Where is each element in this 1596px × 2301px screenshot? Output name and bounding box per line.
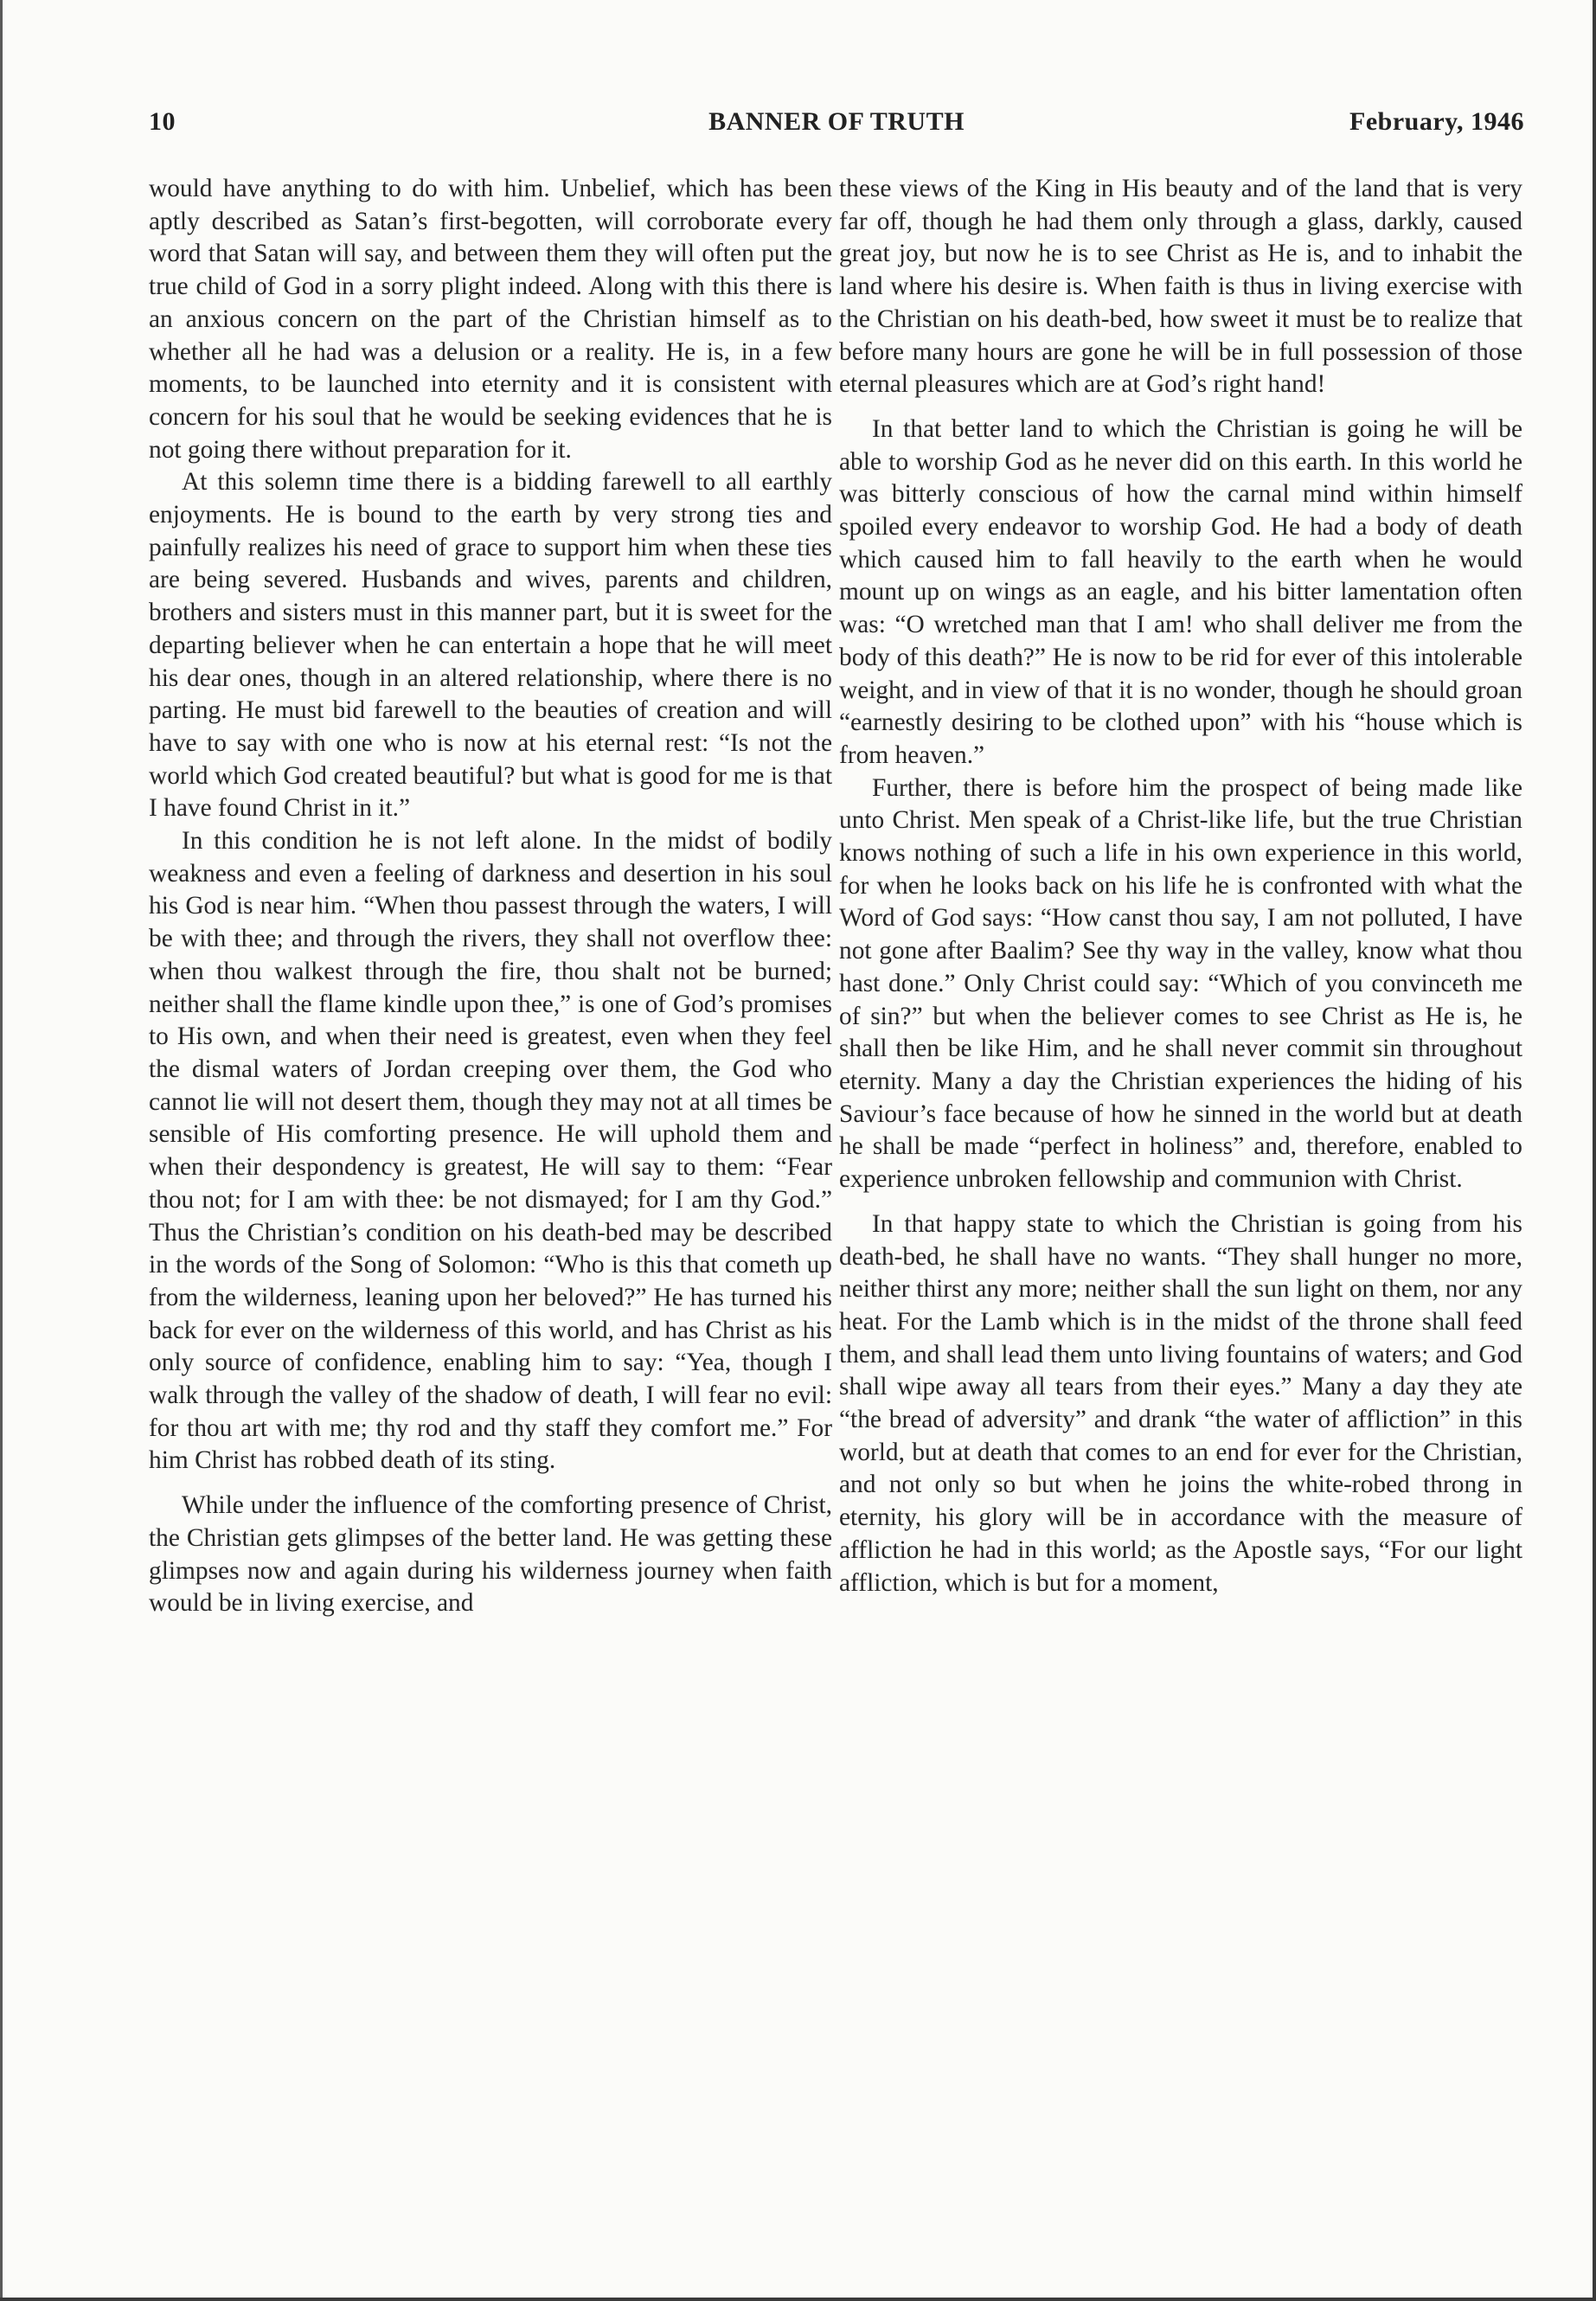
paragraph: would have anything to do with him. Unbelief, which has been aptly described as Satan’s first-begotten, will corroborate every word that Satan will say, and between them they will often put the true child of God in a sorry plight indeed. Along with this there is an anxious concern on the part of the Christian himself as to whether all he had was a delusion or a reality. He is, in a few moments, to be launched into eternity and it is consistent with concern for his soul that he would be seeking evidences that he is not going there without preparation for it. [149,175,832,464]
page-right-edge [1593,0,1596,2301]
left-column [149,173,832,1620]
paragraph: Further, there is before him the prospect of being made like unto Christ. Men speak of a Christ-like life, but the true Christian knows nothing of such a life in his own experience in this world, for when he looks back on his life he is confronted with what the Word of God says: “How canst thou say, I am not polluted, I have not gone after Baalim? See thy way in the valley, know what thou hast done.” Only Christ could say: “Which of you convinceth me of sin?” but when the believer comes to see Christ as He is, he shall then be like Him, and he shall never commit sin throughout eternity. Many a day the Christian experiences the hiding of his Saviour’s face because of how he sinned in the world but at death he shall be made “perfect in holiness” and, therefore, enabled to experience unbroken fellowship and communion with Christ. [839,773,1522,1194]
publication-title: BANNER OF TRUTH [708,107,965,136]
paragraph: In that happy state to which the Christian is going from his death-bed, he shall have no wants. “They shall hunger no more, neither thirst any more; neither shall the sun light on them, nor any heat. For the Lamb which is in the midst of the throne shall feed them, and shall lead them unto living fountains of waters; and God shall wipe away all tears from their eyes.” Many a day they ate “the bread of adversity” and drank “the water of affliction” in this world, but at death that comes to an end for ever for the Christian, and not only so but when he joins the white-robed throng in eternity, his glory will be in accordance with the measure of affliction he had in this world; as the Apostle says, “For our light affliction, which is but for a moment, [839,1209,1522,1597]
page-bottom-edge [0,2298,1596,2301]
running-header [149,107,1524,151]
right-column [839,173,1522,1599]
page-left-edge [0,0,3,2301]
paragraph: these views of the King in His beauty and of the land that is very far off, though he had them only through a glass, darkly, caused great joy, but now he is to see Christ as He is, and to inhabit the land where his desire is. When faith is thus in living exercise with the Christian on his death-bed, how sweet it must be to realize that before many hours are gone he will be in full possession of those eternal pleasures which are at God’s right hand! [839,175,1522,399]
page-number: 10 [149,107,176,136]
paragraph: While under the influence of the comforting presence of Christ, the Christian gets glimpses of the better land. He was getting these glimpses now and again during his wilderness journey when faith would be in living exercise, and [149,1491,832,1618]
paragraph: In this condition he is not left alone. In the midst of bodily weakness and even a feeling of darkness and desertion in his soul his God is near him. “When thou passest through the waters, I will be with thee; and through the rivers, they shall not overflow thee: when thou walkest through the fire, thou shalt not be burned; neither shall the flame kindle upon thee,” is one of God’s promises to His own, and when their need is greatest, even when they feel the dismal waters of Jordan creeping over them, the God who cannot lie will not desert them, though they may not at all times be sensible of His comforting presence. He will uphold them and when their despondency is greatest, He will say to them: “Fear thou not; for I am with thee: be not dismayed; for I am thy God.” Thus the Christian’s condition on his death-bed may be described in the words of the Song of Solomon: “Who is this that cometh up from the wilderness, leaning upon her beloved?” He has turned his back for ever on the wilderness of this world, and has Christ as his only source of confidence, enabling him to say: “Yea, though I walk through the valley of the shadow of death, I will fear no evil: for thou art with me; thy rod and thy staff they comfort me.” For him Christ has robbed death of its sting. [149,827,832,1475]
paragraph: In that better land to which the Christian is going he will be able to worship God as he never did on this earth. In this world he was bitterly conscious of how the carnal mind within himself spoiled every endeavor to worship God. He had a body of death which caused him to fall heavily to the earth when he would mount up on wings as an eagle, and his bitter lamentation often was: “O wretched man that I am! who shall deliver me from the body of this death?” He is now to be rid for ever of this intolerable weight, and in view of that it is no wonder, though he should groan “earnestly desiring to be clothed upon” with his “house which is from heaven.” [839,414,1522,769]
paragraph: At this solemn time there is a bidding farewell to all earthly enjoyments. He is bound to the earth by very strong ties and painfully realizes his need of grace to support him when these ties are being severed. Husbands and wives, parents and children, brothers and sisters must in this manner part, but it is sweet for the departing believer when he can entertain a hope that he will meet his dear ones, though in an altered relationship, where there is no parting. He must bid farewell to the beauties of creation and will have to say with one who is now at his eternal rest: “Is not the world which God created beautiful? but what is good for me is that I have found Christ in it.” [149,468,832,823]
issue-date: February, 1946 [1349,107,1524,136]
